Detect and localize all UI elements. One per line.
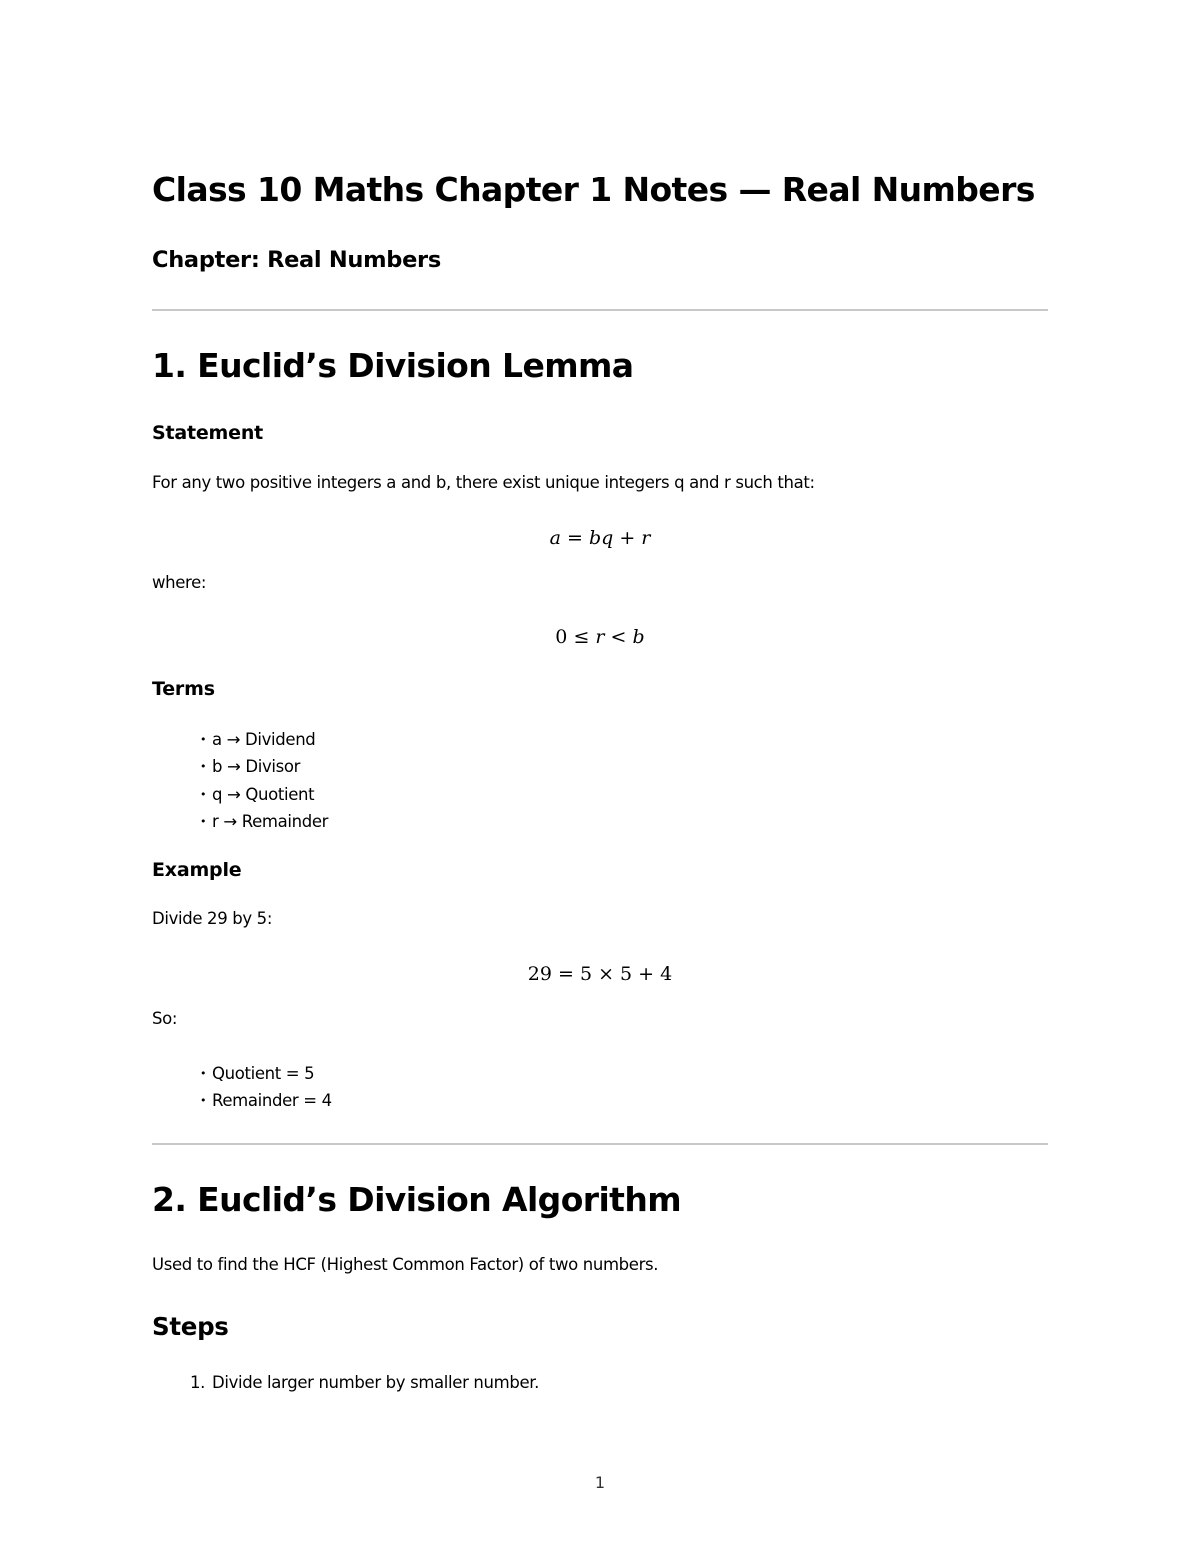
list-item — [152, 1372, 539, 1399]
list-item — [152, 1090, 332, 1117]
math-var-b: b — [588, 527, 602, 549]
example-text: Divide 29 by 5: — [152, 909, 273, 928]
document-page — [152, 0, 1048, 1553]
subheading-terms: Terms — [152, 678, 215, 700]
subheading-steps: Steps — [152, 1312, 229, 1341]
terms-list — [152, 729, 328, 838]
list-item-text: r → Remainder — [212, 811, 329, 831]
list-item — [152, 729, 328, 756]
list-item — [152, 811, 328, 838]
chapter-label: Chapter: Real Numbers — [152, 247, 441, 273]
math-equals: = — [566, 527, 583, 549]
list-item-text: Remainder = 4 — [212, 1091, 332, 1111]
subheading-statement: Statement — [152, 422, 264, 444]
math-var-a: a — [549, 527, 561, 549]
list-item — [152, 784, 328, 811]
algorithm-intro-text: Used to find the HCF (Highest Common Factor) of two numbers. — [152, 1255, 659, 1274]
math-less-equal: ≤ — [573, 626, 590, 648]
math-less-than: < — [610, 626, 627, 648]
subheading-example: Example — [152, 859, 242, 881]
bullet-icon: • — [200, 1067, 207, 1080]
bullet-icon: • — [200, 814, 207, 828]
where-text: where: — [152, 573, 207, 592]
equation-division-lemma — [152, 527, 1048, 549]
page-number: 1 — [594, 1473, 606, 1492]
math-var-r: r — [595, 626, 605, 648]
so-text: So: — [152, 1009, 178, 1028]
list-item-text: q → Quotient — [212, 784, 315, 804]
list-item-text: b → Divisor — [212, 757, 301, 777]
step-number: 1. — [190, 1373, 206, 1392]
math-var-q: q — [601, 527, 614, 549]
section-heading-algorithm: 2. Euclid’s Division Algorithm — [152, 1180, 682, 1219]
section-heading-lemma: 1. Euclid’s Division Lemma — [152, 346, 634, 385]
math-zero: 0 — [555, 626, 568, 648]
list-item-text: Quotient = 5 — [212, 1064, 315, 1083]
bullet-icon: • — [200, 733, 207, 746]
results-list — [152, 1063, 332, 1118]
bullet-icon: • — [200, 787, 207, 801]
steps-list — [152, 1372, 539, 1399]
bullet-icon: • — [200, 1094, 207, 1108]
statement-text: For any two positive integers a and b, there exist unique integers q and r such that: — [152, 473, 815, 492]
list-item-text: Divide larger number by smaller number. — [212, 1373, 540, 1392]
list-item — [152, 756, 328, 783]
divider — [152, 1143, 1048, 1145]
equation-example: 29 = 5 × 5 + 4 — [527, 963, 673, 985]
math-var-r: r — [641, 527, 651, 549]
math-plus: + — [619, 527, 636, 549]
bullet-icon: • — [200, 760, 207, 774]
math-var-b: b — [632, 626, 645, 648]
divider — [152, 309, 1048, 311]
equation-remainder-bound — [152, 626, 1048, 648]
document-title: Class 10 Maths Chapter 1 Notes — Real Numbers — [152, 170, 1035, 209]
list-item — [152, 1063, 332, 1090]
list-item-text: a → Dividend — [212, 730, 316, 749]
